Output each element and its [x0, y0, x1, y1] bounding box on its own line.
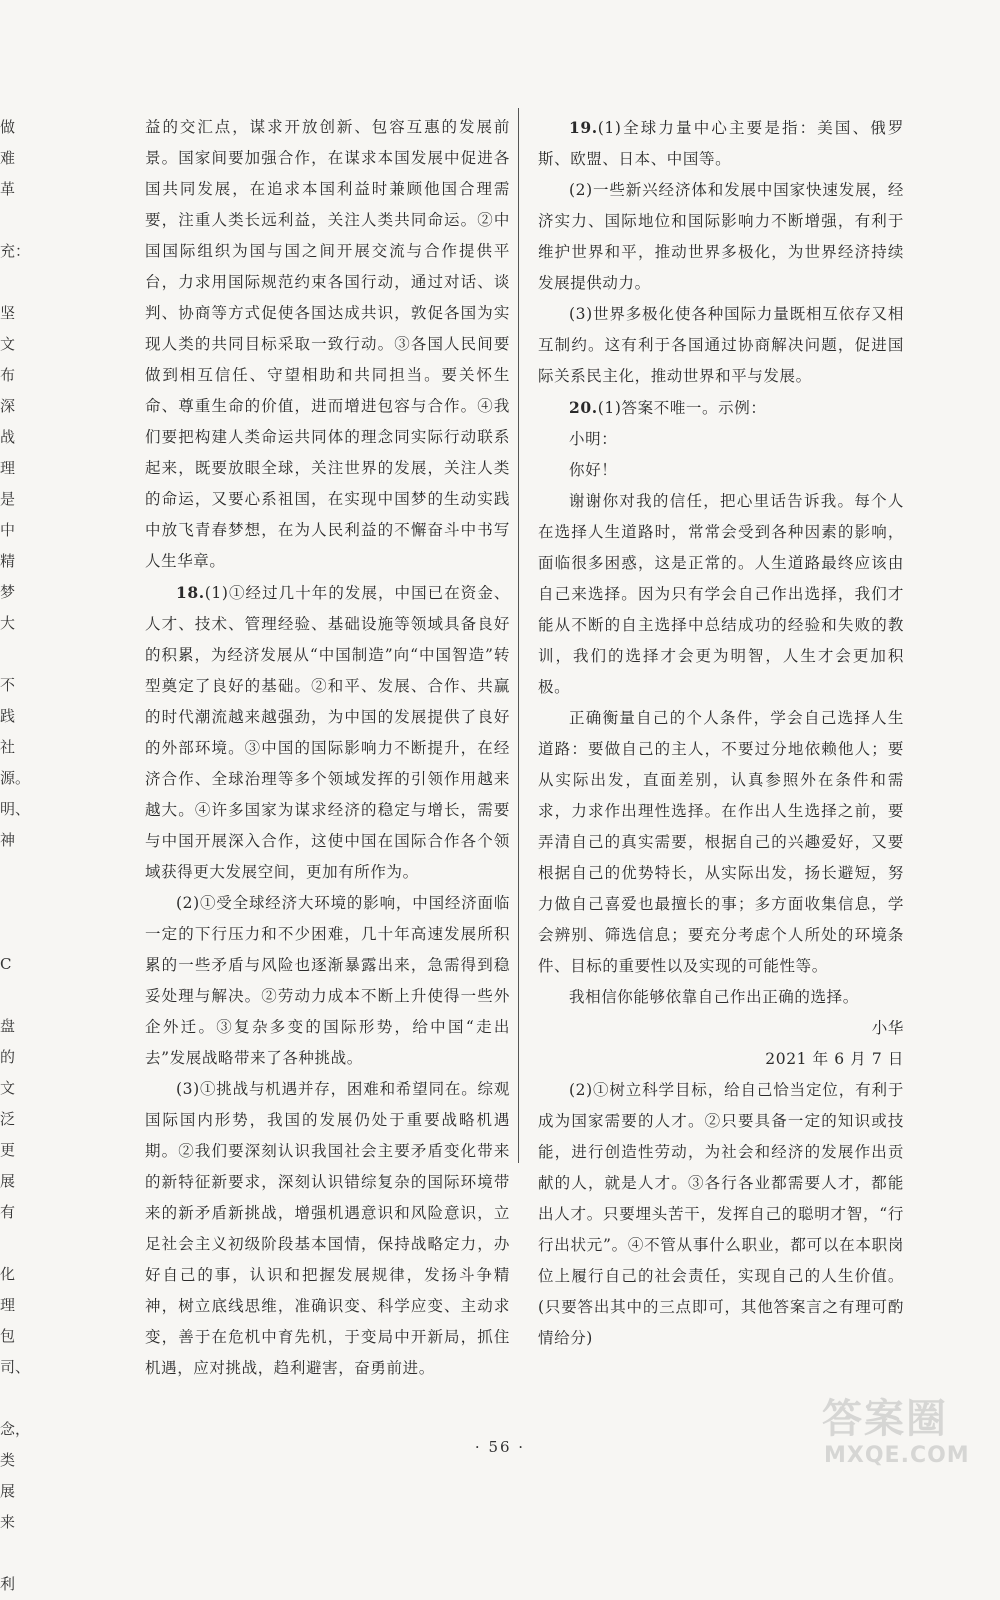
- watermark-logo: [818, 1395, 998, 1471]
- left-fragment-line: [0, 918, 40, 949]
- watermark-text-en: MXQE.COM: [824, 1443, 970, 1468]
- left-fragment-line: [0, 639, 40, 670]
- left-fragment-line: 展: [0, 1172, 16, 1190]
- left-fragment-line: 布: [0, 366, 16, 384]
- question-18-part-2: (2)①受全球经济大环境的影响，中国经济面临一定的下行压力和不少困难，几十年高速发展所积累的一些矛盾与风险也逐渐暴露出来，急需得到稳妥处理与解决。②劳动力成本不断上升使得一些外企外迁。③复杂多变的国际形势，给中国“走出去”发展战略带来了各种挑战。: [145, 894, 510, 1067]
- left-fragment-line: 深: [0, 397, 16, 415]
- letter-salutation: 小明：: [569, 430, 618, 448]
- middle-column: [145, 112, 510, 1384]
- left-fragment-line: 文: [0, 1079, 16, 1097]
- letter-date: 2021 年 6 月 7 日: [765, 1050, 904, 1068]
- watermark-text-cn: 答案圈: [822, 1396, 948, 1442]
- question-20-part-2: (2)①树立科学目标，给自己恰当定位，有利于成为国家需要的人才。②只要具备一定的知识或技能，进行创造性劳动，为社会和经济的发展作出贡献的人，就是人才。③各行各业都需要人才，都能出人才。只要埋头苦干，发挥自己的聪明才智，“行行出状元”。④不管从事什么职业，都可以在本职岗位上履行自己的社会责任，实现自己的人生价值。(只要答出其中的三点即可，其他答案言之有理可酌情给分): [538, 1081, 904, 1347]
- left-fragment-line: [0, 1383, 40, 1414]
- left-fragment-line: 念，: [0, 1420, 31, 1438]
- letter-paragraph-1: 谢谢你对我的信任，把心里话告诉我。每个人在选择人生道路时，常常会受到各种因素的影响，面临很多困惑，这是正常的。人生道路最终应该由自己来选择。因为只有学会自己作出选择，我们才能从不断的自主选择中总结成功的经验和失败的教训，我们的选择才会更为明智，人生才会更加积极。: [538, 492, 904, 696]
- left-fragment-line: 神: [0, 831, 16, 849]
- left-fragment-line: 革: [0, 180, 16, 198]
- question-18-part-1-text: (1)①经过几十年的发展，中国已在资金、人才、技术、管理经验、基础设施等领域具备良好的积累，为经济发展从“中国制造”向“中国智造”转型奠定了良好的基础。②和平、发展、合作、共赢的时代潮流越来越强劲，为中国的发展提供了良好的外部环境。③中国的国际影响力不断提升，在经济合作、全球治理等多个领域发挥的引领作用越来越大。④许多国家为谋求经济的稳定与增长，需要与中国开展深入合作，这使中国在国际合作各个领域获得更大发展空间，更加有所作为。: [145, 584, 510, 881]
- left-fragment-line: 难: [0, 149, 16, 167]
- question-19-part-1: [538, 112, 904, 175]
- left-fragment-line: 的: [0, 1048, 16, 1066]
- letter-greeting: 你好！: [569, 461, 618, 479]
- left-fragment-line: 源。: [0, 769, 31, 787]
- letter-signature: 小华: [871, 1019, 904, 1037]
- left-fragment-line: [0, 887, 40, 918]
- question-19-part-1-text: (1)全球力量中心主要是指：美国、俄罗斯、欧盟、日本、中国等。: [538, 119, 904, 168]
- left-fragment-line: 更: [0, 1141, 16, 1159]
- left-fragment-line: [0, 980, 40, 1011]
- left-fragment-line: C: [0, 955, 12, 973]
- left-fragment-line: 精: [0, 552, 16, 570]
- left-fragment-line: 明、: [0, 800, 31, 818]
- left-fragment-line: [0, 1538, 40, 1569]
- left-page-edge-fragment: [0, 112, 40, 1593]
- left-fragment-line: 做: [0, 118, 16, 136]
- question-19-part-3: (3)世界多极化使各种国际力量既相互依存又相互制约。这有利于各国通过协商解决问题，促进国际关系民主化，推动世界和平与发展。: [538, 305, 904, 385]
- column-divider: [518, 108, 519, 1163]
- question-number-20: 20.: [569, 398, 598, 417]
- left-fragment-line: 类: [0, 1451, 16, 1469]
- left-fragment-line: [0, 1228, 40, 1259]
- left-fragment-line: 司、: [0, 1358, 31, 1376]
- left-fragment-line: 理: [0, 1296, 16, 1314]
- question-number-19: 19.: [569, 118, 598, 137]
- left-fragment-line: 文: [0, 335, 16, 353]
- question-19-part-2: (2)一些新兴经济体和发展中国家快速发展，经济实力、国际地位和国际影响力不断增强，有利于维护世界和平，推动世界多极化，为世界经济持续发展提供动力。: [538, 181, 904, 292]
- question-18-part-1: [145, 577, 510, 888]
- left-fragment-line: 利: [0, 1575, 16, 1593]
- left-fragment-line: 梦: [0, 583, 16, 601]
- left-fragment-line: 中: [0, 521, 16, 539]
- left-fragment-line: 是: [0, 490, 16, 508]
- left-fragment-line: 战: [0, 428, 16, 446]
- left-fragment-line: [0, 267, 40, 298]
- left-fragment-line: 来: [0, 1513, 16, 1531]
- left-fragment-line: 有: [0, 1203, 16, 1221]
- letter-paragraph-2: 正确衡量自己的个人条件，学会自己选择人生道路：要做自己的主人，不要过分地依赖他人；要从实际出发，直面差别，认真参照外在条件和需求，力求作出理性选择。在作出人生选择之前，要弄清自己的真实需要，根据自己的兴趣爱好，又要根据自己的优势特长，从实际出发，扬长避短，努力做自己喜爱也最擅长的事；多方面收集信息，学会辨别、筛选信息；要充分考虑个人所处的环境条件、目标的重要性以及实现的可能性等。: [538, 709, 904, 975]
- left-fragment-line: [0, 205, 40, 236]
- question-20-part-1: [538, 392, 904, 424]
- left-fragment-line: 践: [0, 707, 16, 725]
- letter-paragraph-3: 我相信你能够依靠自己作出正确的选择。: [569, 988, 859, 1006]
- left-fragment-line: 大: [0, 614, 16, 632]
- right-column: [538, 112, 904, 1354]
- page-number: · 56 ·: [474, 1438, 526, 1456]
- paragraph-continued: 益的交汇点，谋求开放创新、包容互惠的发展前景。国家间要加强合作，在谋求本国发展中促进各国共同发展，在追求本国利益时兼顾他国合理需要，注重人类长远利益，关注人类共同命运。②中国国际组织为国与国之间开展交流与合作提供平台，力求用国际规范约束各国行动，通过对话、谈判、协商等方式促使各国达成共识，敦促各国为实现人类的共同目标采取一致行动。③各国人民间要做到相互信任、守望相助和共同担当。要关怀生命、尊重生命的价值，进而增进包容与合作。④我们要把构建人类命运共同体的理念同实际行动联系起来，既要放眼全球，关注世界的发展，关注人类的命运，又要心系祖国，在实现中国梦的生动实践中放飞青春梦想，在为人民利益的不懈奋斗中书写人生华章。: [145, 118, 510, 570]
- left-fragment-line: 理: [0, 459, 16, 477]
- left-fragment-line: 泛: [0, 1110, 16, 1128]
- left-fragment-line: 包: [0, 1327, 16, 1345]
- left-fragment-line: 化: [0, 1265, 16, 1283]
- left-fragment-line: 坚: [0, 304, 16, 322]
- left-fragment-line: 盘: [0, 1017, 16, 1035]
- question-number-18: 18.: [176, 583, 205, 602]
- left-fragment-line: 社: [0, 738, 16, 756]
- left-fragment-line: 展: [0, 1482, 16, 1500]
- left-fragment-line: [0, 856, 40, 887]
- question-20-part-1-text: (1)答案不唯一。示例：: [597, 399, 767, 417]
- question-18-part-3: (3)①挑战与机遇并存，困难和希望同在。综观国际国内形势，我国的发展仍处于重要战略机遇期。②我们要深刻认识我国社会主要矛盾变化带来的新特征新要求，深刻认识错综复杂的国际环境带来的新矛盾新挑战，增强机遇意识和风险意识，立足社会主义初级阶段基本国情，保持战略定力，办好自己的事，认识和把握发展规律，发扬斗争精神，树立底线思维，准确识变、科学应变、主动求变，善于在危机中育先机，于变局中开新局，抓住机遇，应对挑战，趋利避害，奋勇前进。: [145, 1080, 510, 1377]
- left-fragment-line: 充：: [0, 242, 31, 260]
- left-fragment-line: 不: [0, 676, 16, 694]
